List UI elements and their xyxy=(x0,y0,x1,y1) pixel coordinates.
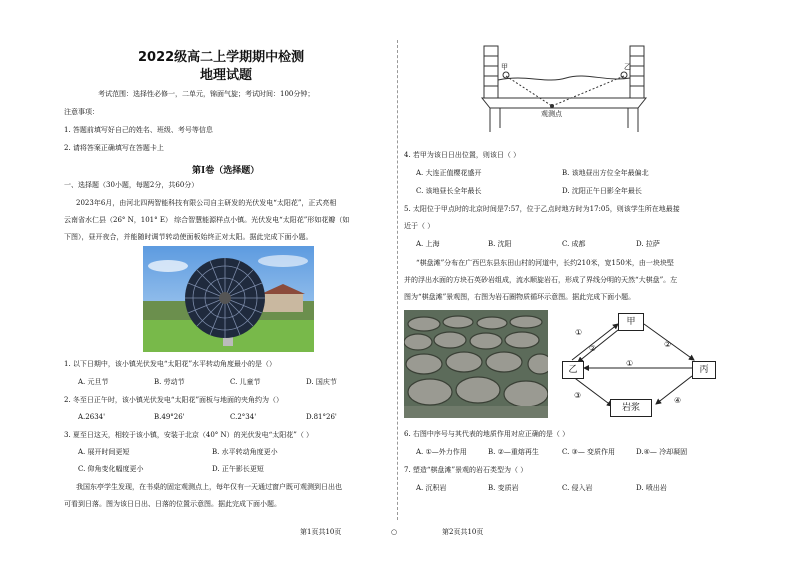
label-yi: 乙 xyxy=(624,63,631,71)
rock-node-magma: 岩浆 xyxy=(610,399,652,417)
exam-scope: 考试范围：选择性必修一，二单元，锦面气旋；考试时间：100分钟； xyxy=(98,90,315,98)
option-4c[interactable]: C. 该地昼长全年最长 xyxy=(416,187,482,195)
question-2: 2. 冬至日正午时，该小镇光伏发电“太阳花”面板与地面的夹角约为（） xyxy=(64,396,284,404)
notice-heading: 注意事项： xyxy=(64,108,99,116)
option-7b[interactable]: B. 变质岩 xyxy=(488,484,519,492)
option-6c[interactable]: C. ③— 变质作用 xyxy=(562,448,616,456)
intro-paragraph: 下图），昼开夜合，并能随时调节转动使面板始终正对太阳。据此完成下面小题。 xyxy=(64,233,313,241)
rock-node-jia: 甲 xyxy=(618,313,644,331)
rock-node-yi: 乙 xyxy=(562,361,584,379)
label-jia: 甲 xyxy=(501,63,508,71)
arrow-label-4: ④ xyxy=(674,396,682,405)
intro-paragraph: 我国东亭学生发现，在书桌的固定观测点上，每年仅有一天通过窗户既可观测到日出也 xyxy=(76,483,342,491)
option-3a[interactable]: A. 展开时间更短 xyxy=(78,448,130,456)
question-1: 1. 以下日期中，该小镇光伏发电“太阳花”水平转动角度最小的是（） xyxy=(64,360,277,368)
option-2d[interactable]: D.81°26' xyxy=(306,413,337,421)
option-1d[interactable]: D. 国庆节 xyxy=(306,378,337,386)
exam-subtitle: 地理试题 xyxy=(200,68,253,83)
question-4: 4. 若甲为该日日出位置，则该日（ ） xyxy=(404,151,521,159)
question-3: 3. 夏至日这天，相较于该小镇，安装于北京（40° N）的光伏发电“太阳花”（ ） xyxy=(64,431,314,439)
label-observation-point: 观测点 xyxy=(541,110,562,118)
question-7: 7. 塑造“棋盘滩”景观的岩石类型为（ ） xyxy=(404,466,528,474)
option-2b[interactable]: B.49°26' xyxy=(154,413,185,421)
section-title: 一、选择题（30小题，每题2分，共60分） xyxy=(64,181,199,189)
rock-node-bing: 丙 xyxy=(692,361,716,379)
intro-paragraph: 2023年6月，由河北四两智能科技有限公司自主研发的光伏发电“太阳花”，正式亮相 xyxy=(76,199,337,207)
solar-flower-photo xyxy=(143,246,314,352)
option-1c[interactable]: C. 儿童节 xyxy=(230,378,261,386)
option-4d[interactable]: D. 沈阳正午日影全年最长 xyxy=(562,187,642,195)
option-5b[interactable]: B. 沈阳 xyxy=(488,240,512,248)
option-1a[interactable]: A. 元旦节 xyxy=(78,378,109,386)
option-4a[interactable]: A. 大连正值樱花盛开 xyxy=(416,169,482,177)
option-7a[interactable]: A. 沉积岩 xyxy=(416,484,447,492)
arrow-label-1: ① xyxy=(575,328,583,337)
option-5a[interactable]: A. 上海 xyxy=(416,240,440,248)
volume-title: 第I卷（选择题） xyxy=(192,166,260,176)
page-divider xyxy=(397,40,398,520)
option-6d[interactable]: D.④— 冷却凝固 xyxy=(636,448,688,456)
option-7c[interactable]: C. 侵入岩 xyxy=(562,484,593,492)
arrow-label-2: ② xyxy=(589,344,597,353)
notice-item: 2. 请将答案正确填写在答题卡上 xyxy=(64,144,164,152)
chessboard-beach-photo xyxy=(404,310,548,418)
question-5-cont: 近于（ ） xyxy=(404,222,435,230)
option-2c[interactable]: C.2°34' xyxy=(230,413,257,421)
option-4b[interactable]: B. 该地昼出方位全年最偏北 xyxy=(562,169,649,177)
intro-paragraph: 并的浮出水面的方块石英砂岩组成，流水顺旋岩石，形成了界线分明的天然“大棋盘”。左 xyxy=(404,276,678,284)
option-3c[interactable]: C. 仰角变化幅度更小 xyxy=(78,465,144,473)
question-6: 6. 右图中序号与其代表的地质作用对应正确的是（ ） xyxy=(404,430,570,438)
sunrise-sunset-diagram xyxy=(476,44,652,136)
arrow-label-1: ① xyxy=(626,359,634,368)
option-5d[interactable]: D. 拉萨 xyxy=(636,240,660,248)
intro-paragraph: 图为“棋盘滩”景观图，右图为岩石圈物质循环示意图。据此完成下面小题。 xyxy=(404,293,636,301)
question-5: 5. 太阳位于甲点时的北京时间是7:57，位于乙点时地方时为17:05，则该学生所在地最接 xyxy=(404,205,680,213)
option-3d[interactable]: D. 正午影长更短 xyxy=(212,465,264,473)
option-2a[interactable]: A.2634' xyxy=(78,413,106,421)
option-1b[interactable]: B. 劳动节 xyxy=(154,378,185,386)
option-5c[interactable]: C. 成都 xyxy=(562,240,586,248)
option-7d[interactable]: D. 喷出岩 xyxy=(636,484,667,492)
page-footer: 第1页共10页 xyxy=(300,528,342,536)
option-3b[interactable]: B. 水平转动角度更小 xyxy=(212,448,278,456)
exam-title: 2022级高二上学期期中检测 xyxy=(138,50,305,65)
page-center-mark: ○ xyxy=(391,528,398,536)
intro-paragraph: 云南省水仁县（26° N，101° E） 综合智慧能源样点小镇。光伏发电“太阳花”形如花瓣（如 xyxy=(64,216,350,224)
page-footer: 第2页共10页 xyxy=(442,528,484,536)
notice-item: 1. 答题前填写好自己的姓名、班级、考号等信息 xyxy=(64,126,213,134)
arrow-label-3: ③ xyxy=(574,391,582,400)
intro-paragraph: “棋盘滩”分布在广西巴东县东田山村的河道中，长约210米，宽150米，由一块块堅 xyxy=(416,259,674,267)
option-6b[interactable]: B. ②—重熔再生 xyxy=(488,448,539,456)
arrow-label-2: ② xyxy=(664,340,672,349)
intro-paragraph: 可看到日落。图为该日日出、日落的位置示意图。据此完成下面小题。 xyxy=(64,500,281,508)
option-6a[interactable]: A. ①—外力作用 xyxy=(416,448,467,456)
